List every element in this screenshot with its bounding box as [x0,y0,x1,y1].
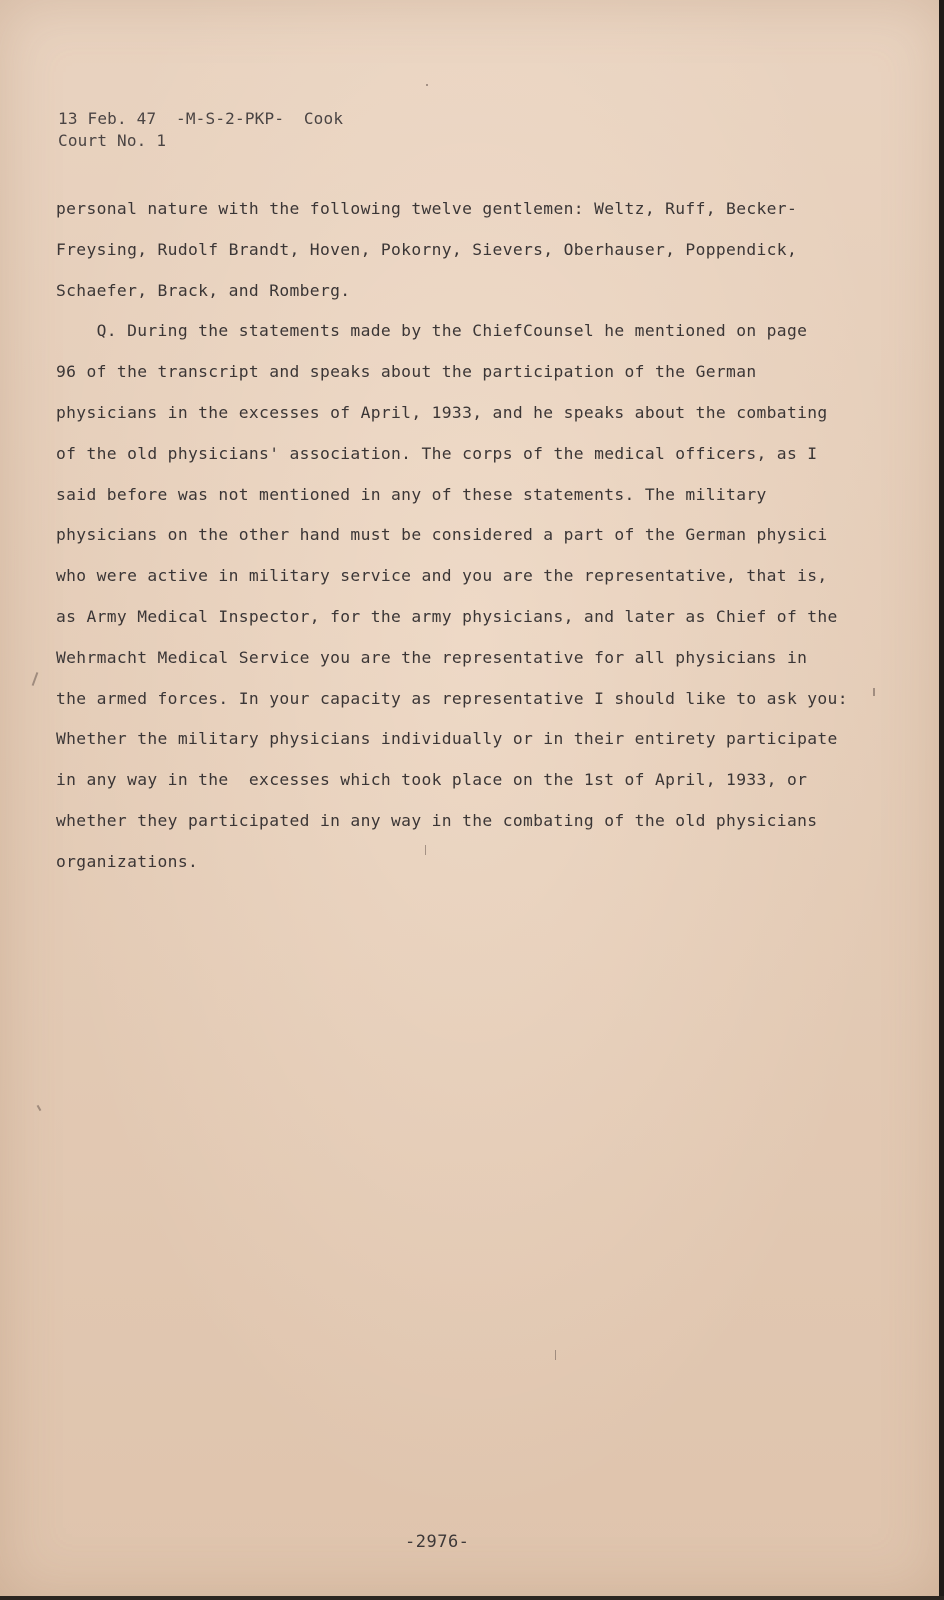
page-number: -2976- [405,1532,470,1552]
page-edge-bottom [0,1596,944,1600]
text-line: the armed forces. In your capacity as representative I should like to ask you: [56,688,848,708]
text-line: Schaefer, Brack, and Romberg. [56,280,351,300]
paper-speck [426,84,428,86]
document-header [58,108,343,152]
text-line: Q. During the statements made by the ChiefCounsel he mentioned on page [56,321,808,341]
text-line: Wehrmacht Medical Service you are the representative for all physicians in [56,647,808,667]
text-line: of the old physicians' association. The corps of the medical officers, as I [56,443,818,463]
header-date-code: 13 Feb. 47 -M-S-2-PKP- Cook [58,109,344,128]
text-line: as Army Medical Inspector, for the army physicians, and later as Chief of the [56,606,838,626]
text-line: in any way in the excesses which took place on the 1st of April, 1933, or [56,770,808,790]
text-line: Freysing, Rudolf Brandt, Hoven, Pokorny, Sievers, Oberhauser, Poppendick, [56,239,798,259]
paper-speck [555,1350,556,1360]
text-line: said before was not mentioned in any of these statements. The military [56,484,767,504]
paper-speck [32,672,39,686]
text-line: physicians in the excesses of April, 1933, and he speaks about the combating [56,402,828,422]
text-line: Whether the military physicians individually or in their entirety participate [56,729,838,749]
text-line: who were active in military service and you are the representative, that is, [56,566,828,586]
text-line: personal nature with the following twelve gentlemen: Weltz, Ruff, Becker- [56,199,798,218]
text-line: 96 of the transcript and speaks about the participation of the German [56,362,757,382]
header-court: Court No. 1 [58,131,167,150]
text-line: physicians on the other hand must be considered a part of the German physici [56,525,828,545]
paper-speck [873,688,875,696]
page-edge-right [939,0,944,1600]
paper-speck [425,845,426,855]
text-line: organizations. [56,851,199,871]
transcript-body [56,189,846,883]
paper-speck [37,1105,42,1111]
text-line: whether they participated in any way in the combating of the old physicians [56,810,818,830]
